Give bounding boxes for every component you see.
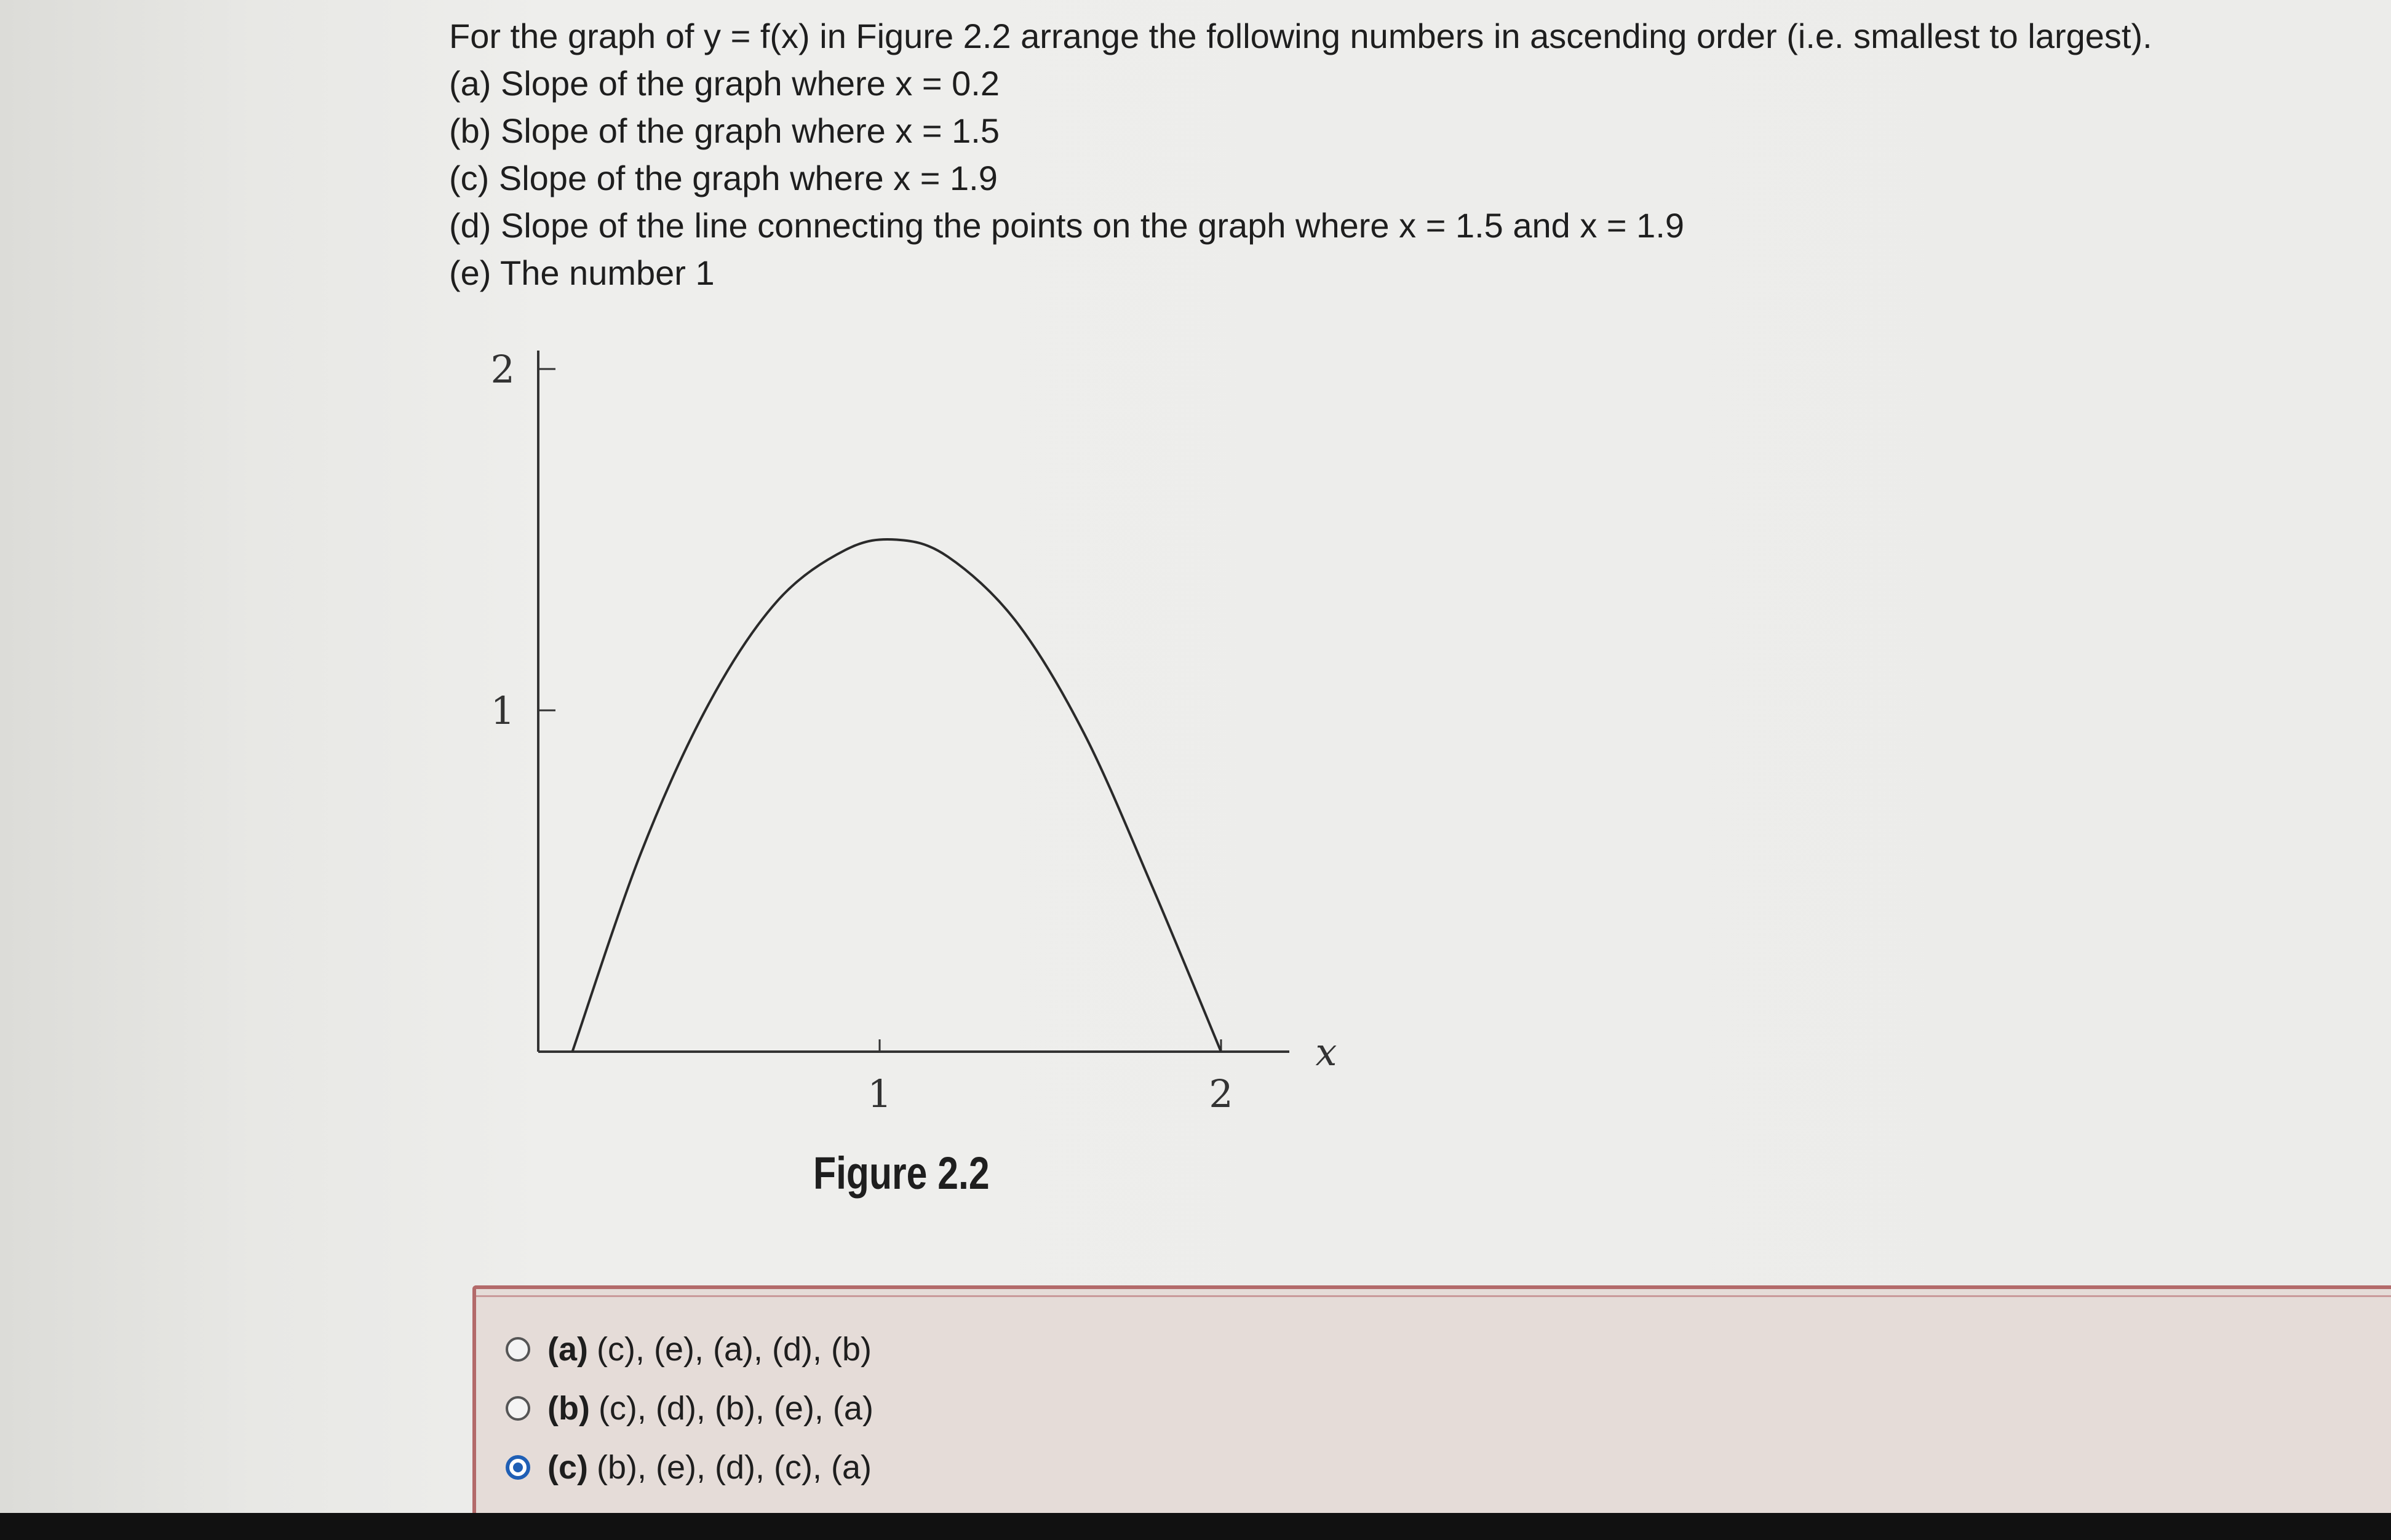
answer-box-divider	[476, 1295, 2391, 1297]
radio-option-b[interactable]	[506, 1396, 530, 1421]
question-item-b: (b) Slope of the graph where x = 1.5	[449, 111, 1000, 150]
question-text	[449, 12, 2233, 296]
answer-option-a[interactable]	[506, 1330, 872, 1368]
option-c-key: (c)	[547, 1449, 588, 1486]
figure-graph	[455, 320, 1378, 1242]
answer-option-b[interactable]	[506, 1389, 873, 1427]
bottom-bar	[0, 1513, 2391, 1540]
question-item-e: (e) The number 1	[449, 253, 715, 292]
figure-caption: Figure 2.2	[813, 1148, 990, 1199]
option-b-key: (b)	[547, 1390, 590, 1427]
x-tick-label-1: 1	[867, 1071, 892, 1116]
question-prompt: For the graph of y = f(x) in Figure 2.2 arrange the following numbers in ascending order (i.e. smallest to largest).	[449, 17, 2152, 55]
option-a-key: (a)	[547, 1331, 588, 1368]
radio-option-a[interactable]	[506, 1337, 530, 1362]
option-a-text: (c), (e), (a), (d), (b)	[597, 1331, 872, 1368]
graph-svg	[455, 320, 1378, 1119]
answer-option-c[interactable]	[506, 1448, 872, 1486]
x-axis-label: x	[1315, 1030, 1337, 1074]
answer-choices	[472, 1285, 2391, 1523]
question-item-a: (a) Slope of the graph where x = 0.2	[449, 64, 1000, 103]
x-tick-label-2: 2	[1209, 1071, 1233, 1116]
radio-option-c-selected[interactable]	[506, 1455, 530, 1480]
option-b-text: (c), (d), (b), (e), (a)	[598, 1390, 873, 1427]
y-tick-label-2: 2	[490, 347, 515, 392]
y-tick-label-1: 1	[490, 688, 515, 733]
question-item-d: (d) Slope of the line connecting the points on the graph where x = 1.5 and x = 1.9	[449, 206, 1685, 245]
option-c-text: (b), (e), (d), (c), (a)	[597, 1449, 872, 1486]
graph-curve	[573, 539, 1222, 1052]
question-item-c: (c) Slope of the graph where x = 1.9	[449, 159, 998, 197]
